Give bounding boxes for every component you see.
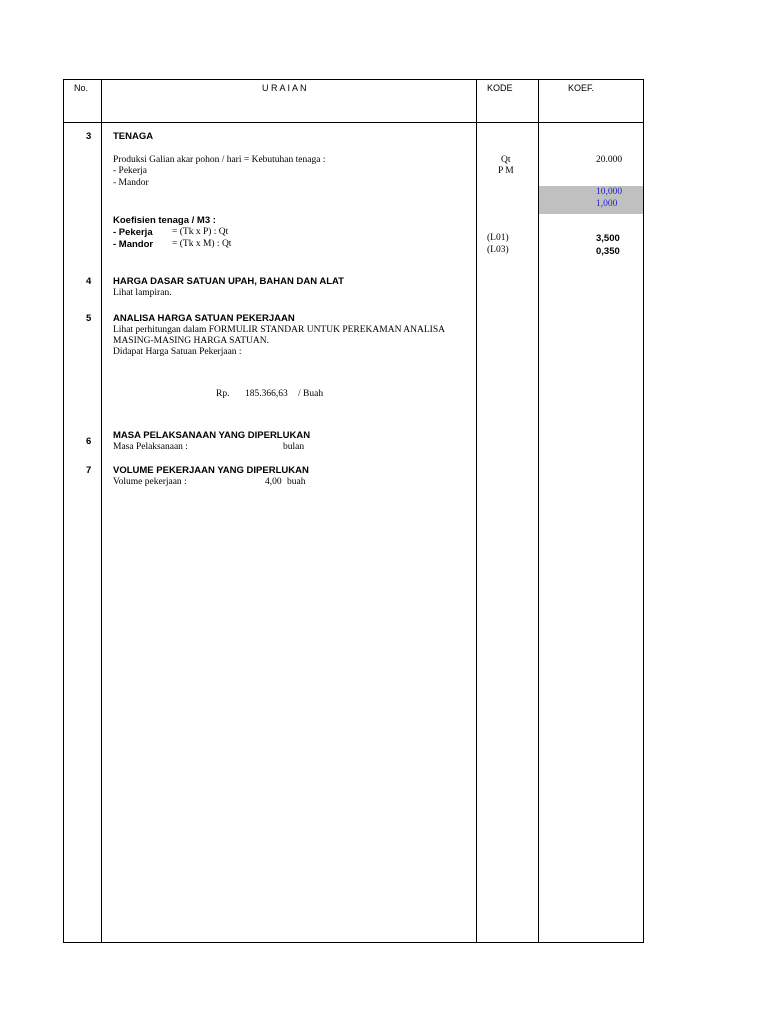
section-3-pm-code: P M xyxy=(498,166,514,176)
koefisien-mandor-formula: = (Tk x M) : Qt xyxy=(172,239,232,249)
section-3-mandor: - Mandor xyxy=(113,178,149,188)
code-l01: (L01) xyxy=(487,233,509,243)
section-5-title: ANALISA HARGA SATUAN PEKERJAAN xyxy=(113,313,295,324)
section-3-pekerja-value: 10,000 xyxy=(596,187,623,197)
code-l03: (L03) xyxy=(487,245,509,255)
unit-price-unit: / Buah xyxy=(298,389,324,399)
section-6-unit: bulan xyxy=(283,442,305,452)
section-3-mandor-value: 1,000 xyxy=(596,199,618,209)
koefisien-mandor-label: - Mandor xyxy=(113,239,154,250)
section-3-produksi: Produksi Galian akar pohon / hari = Kebutuhan tenaga : xyxy=(113,155,326,165)
koef-pekerja-value: 3,500 xyxy=(596,233,620,244)
section-4-number: 4 xyxy=(86,276,92,287)
koefisien-pekerja-label: - Pekerja xyxy=(113,227,153,238)
table-border-left xyxy=(63,79,64,943)
table-border-top xyxy=(63,79,644,80)
section-3-title: TENAGA xyxy=(113,131,154,142)
section-7-number: 7 xyxy=(86,465,92,476)
section-4-title: HARGA DASAR SATUAN UPAH, BAHAN DAN ALAT xyxy=(113,276,344,287)
section-6-title: MASA PELAKSANAAN YANG DIPERLUKAN xyxy=(113,430,311,441)
section-7-label: Volume pekerjaan : xyxy=(113,477,187,487)
rp-label: Rp. xyxy=(216,389,230,399)
column-divider-no xyxy=(101,79,102,943)
section-4-text: Lihat lampiran. xyxy=(113,288,172,298)
section-6-label: Masa Pelaksanaan : xyxy=(113,442,188,452)
header-divider xyxy=(63,122,644,123)
header-kode: KODE xyxy=(487,83,513,93)
section-5-line1: Lihat perhitungan dalam FORMULIR STANDAR UNTUK PEREKAMAN ANALISA xyxy=(113,325,445,335)
section-5-line2: MASING-MASING HARGA SATUAN. xyxy=(113,336,269,346)
table-border-bottom xyxy=(63,942,644,943)
column-divider-uraian xyxy=(476,79,477,943)
section-3-pekerja: - Pekerja xyxy=(113,166,148,176)
unit-price: 185.366,63 xyxy=(245,389,288,399)
koefisien-title: Koefisien tenaga / M3 : xyxy=(113,215,216,226)
header-no: No. xyxy=(74,83,89,93)
section-5-line3: Didapat Harga Satuan Pekerjaan : xyxy=(113,347,242,357)
section-3-qt-value: 20.000 xyxy=(596,155,623,165)
section-3-number: 3 xyxy=(86,131,92,142)
section-7-title: VOLUME PEKERJAAN YANG DIPERLUKAN xyxy=(113,465,309,476)
table-border-right xyxy=(643,79,644,943)
input-highlight-cell xyxy=(539,186,643,214)
section-6-number: 6 xyxy=(86,436,92,447)
header-uraian: U R A I A N xyxy=(262,83,307,93)
koef-mandor-value: 0,350 xyxy=(596,246,620,257)
section-7-unit: buah xyxy=(287,477,306,487)
section-3-qt-code: Qt xyxy=(501,155,511,165)
koefisien-pekerja-formula: = (Tk x P) : Qt xyxy=(172,227,229,237)
section-5-number: 5 xyxy=(86,313,92,324)
section-7-value: 4,00 xyxy=(265,477,282,487)
header-koef: KOEF. xyxy=(568,83,595,93)
